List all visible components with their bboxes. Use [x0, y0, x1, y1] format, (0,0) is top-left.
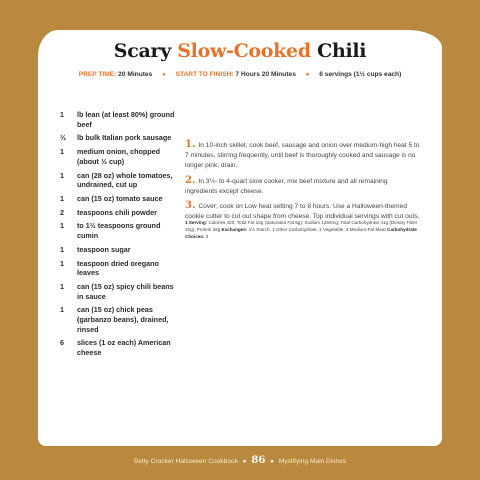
nutrition-info — [185, 219, 421, 241]
ingredient-quantity: 6 — [60, 338, 64, 348]
ingredient-item — [60, 194, 180, 204]
ingredient-item — [60, 245, 180, 255]
finish-time-value: 7 Hours 20 Minutes — [235, 71, 296, 78]
ingredient-text: medium onion, chopped (about ½ cup) — [77, 147, 161, 166]
page-number: 86 — [251, 455, 266, 466]
exchanges-label: Exchanges: — [221, 227, 248, 233]
prep-time-value: 20 Minutes — [118, 71, 153, 78]
serving-text: Calories 420; Total Fat 16g (Saturated Fat 5g); Sodium 1260mg; Total Carbohydrate 41g (Dietary Fiber 10g); Protein 28g — [185, 220, 418, 233]
finish-time-label: START TO FINISH: — [175, 71, 234, 78]
ingredient-quantity: 1 — [60, 147, 64, 157]
ingredient-text: can (15 oz) tomato sauce — [77, 193, 163, 203]
serving-label: 1 Serving: — [185, 220, 208, 225]
ingredient-quantity: 1 — [60, 110, 64, 119]
directions — [185, 140, 421, 226]
ingredient-list — [60, 110, 180, 362]
ingredient-text: lb bulk Italian pork sausage — [77, 133, 172, 143]
ingredient-item — [60, 208, 180, 218]
section-title: Mystifying Main Dishes — [278, 458, 347, 465]
ingredient-text: to 1½ teaspoons ground cumin — [77, 221, 161, 241]
ingredient-item — [60, 259, 180, 278]
direction-step — [185, 140, 421, 172]
ingredient-text: teaspoon dried oregano leaves — [77, 258, 159, 278]
step-number: 3. — [185, 200, 196, 212]
ingredient-item — [60, 133, 180, 143]
ingredient-quantity: 1 — [60, 258, 64, 268]
bullet-icon: ● — [162, 72, 166, 78]
ingredient-text: lb lean (at least 80%) ground beef — [77, 110, 175, 129]
ingredient-text: can (15 oz) chick peas (garbanzo beans), drained, rinsed — [77, 305, 169, 334]
step-number: 2. — [185, 174, 196, 186]
step-text: Cover; cook on Low heat setting 7 to 8 hours. Use a Halloween-themed cookie cutter to cut out shape from cheese. Top individual servings with cut outs. — [185, 203, 420, 221]
book-title: Betty Crocker Halloween Cookbook — [133, 458, 238, 465]
bullet-icon: ● — [305, 72, 310, 78]
ingredient-item — [60, 221, 180, 240]
direction-step — [185, 176, 421, 197]
ingredient-item — [60, 147, 180, 166]
ingredient-text: teaspoons chili powder — [77, 207, 157, 217]
recipe-meta — [0, 71, 480, 78]
bullet-icon: ● — [242, 459, 247, 465]
ingredient-quantity: 2 — [60, 207, 64, 217]
carb-choices-text: 3 — [204, 234, 209, 240]
ingredient-text: slices (1 oz each) American cheese — [77, 338, 171, 357]
ingredient-item — [60, 305, 180, 334]
prep-time-label: PREP TIME: — [78, 71, 117, 78]
ingredient-item — [60, 338, 180, 357]
bullet-icon: ● — [270, 459, 274, 465]
ingredient-quantity: 1 — [60, 193, 64, 203]
ingredient-text: teaspoon sugar — [77, 244, 131, 254]
ingredient-item — [60, 171, 180, 190]
step-text: In 3½- to 4-quart slow cooker, mix beef mixture and all remaining ingredients except cheese. — [185, 177, 388, 195]
title-accent: Slow-Cooked — [177, 40, 311, 62]
title-part-1: Scary — [113, 40, 178, 62]
step-number: 1. — [185, 139, 196, 150]
exchanges-text: 1½ Starch, 1 Other Carbohydrate, 1 Vegetable, 3 Medium-Fat Meat — [247, 227, 387, 233]
ingredient-item — [60, 110, 180, 129]
ingredient-quantity: 1 — [60, 282, 64, 291]
ingredient-text: can (15 oz) spicy chili beans in sauce — [77, 282, 174, 301]
recipe-title — [0, 40, 480, 62]
ingredient-quantity: ½ — [60, 133, 66, 143]
page-footer — [0, 455, 480, 466]
ingredient-quantity: 1 — [60, 170, 64, 180]
title-part-2: Chili — [310, 40, 367, 62]
ingredient-text: can (28 oz) whole tomatoes, undrained, cut up — [77, 170, 173, 190]
servings: 6 servings (1½ cups each) — [319, 71, 402, 78]
ingredient-item — [60, 282, 180, 301]
ingredient-quantity: 1 — [60, 221, 64, 231]
step-text: In 10-inch skillet, cook beef, sausage and onion over medium-high heat 5 to 7 minutes, stirring frequently, until beef is thoroughly cooked and sausage is no longer pink; drain. — [185, 142, 420, 170]
ingredient-quantity: 1 — [60, 305, 64, 315]
carb-choices-label: Carbohydrate Choices: — [185, 227, 417, 240]
ingredient-quantity: 1 — [60, 244, 64, 254]
